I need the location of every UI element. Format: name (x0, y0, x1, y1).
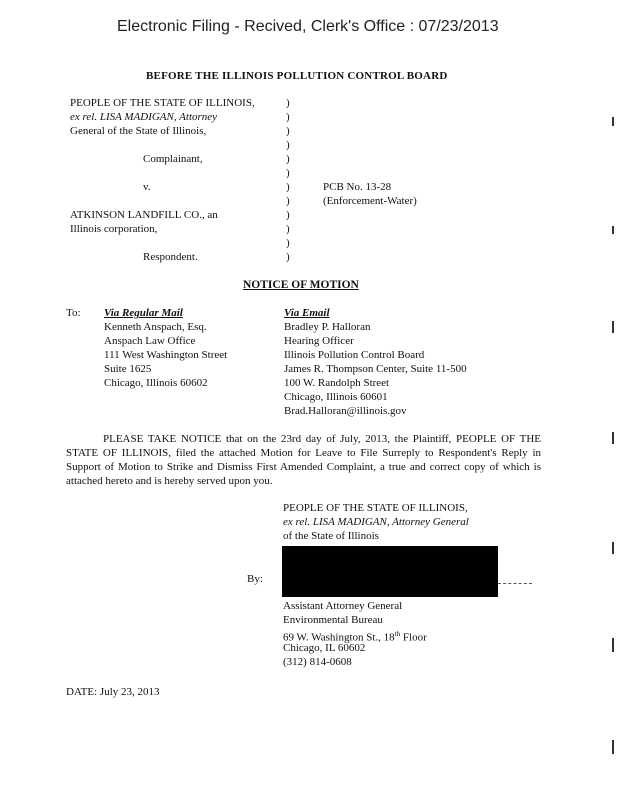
paren: ) (286, 97, 290, 109)
signatory-bureau: Environmental Bureau (283, 614, 383, 626)
signatory-street (283, 628, 427, 642)
complainant-role: Complainant, (143, 153, 203, 165)
to-label: To: (66, 307, 81, 319)
recipient-email-line: Hearing Officer (284, 335, 354, 347)
recipient-mail-line: Kenneth Anspach, Esq. (104, 321, 207, 333)
case-info (323, 181, 417, 208)
recipient-email-line: Brad.Halloran@illinois.gov (284, 405, 407, 417)
date-line: DATE: July 23, 2013 (66, 686, 160, 698)
respondent-line-2: Illinois corporation, (70, 223, 158, 235)
paren: ) (286, 195, 290, 207)
margin-mark (612, 740, 614, 754)
margin-mark (612, 432, 614, 444)
complainant-line-2-text: ex rel. LISA MADIGAN, Attorney (70, 111, 218, 123)
margin-mark (612, 117, 614, 126)
recipient-email-line: Chicago, Illinois 60601 (284, 391, 388, 403)
signatory-phone: (312) 814-0608 (283, 656, 352, 668)
case-caption-parties (70, 97, 255, 265)
board-title: BEFORE THE ILLINOIS POLLUTION CONTROL BOARD (146, 70, 448, 82)
recipient-email-block (284, 307, 467, 419)
recipient-mail-line: Chicago, Illinois 60602 (104, 377, 208, 389)
margin-mark (612, 321, 614, 333)
floor-text: Floor (400, 631, 427, 644)
paren: ) (286, 237, 290, 249)
complainant-line-2 (70, 111, 255, 125)
recipient-mail-line: 111 West Washington Street (104, 349, 228, 361)
recipient-email-line: Illinois Pollution Control Board (284, 349, 425, 361)
paren: ) (286, 111, 290, 123)
recipient-email-line: Bradley P. Halloran (284, 321, 371, 333)
signature-party-block (283, 502, 469, 544)
recipient-mail-line: Anspach Law Office (104, 335, 196, 347)
paren: ) (286, 223, 290, 235)
case-type: (Enforcement-Water) (323, 194, 417, 207)
recipient-email-method: Via Email (284, 307, 330, 319)
paren: ) (286, 125, 290, 137)
notice-body-paragraph: PLEASE TAKE NOTICE that on the 23rd day of July, 2013, the Plaintiff, PEOPLE OF THE STATE OF ILLINOIS, filed the attached Motion for Leave to File Surreply to Respondent's Reply in Support of Motion to Strike and Dismiss First Amended Complaint, a true and correct copy of which is attached hereto and is hereby served upon you. (66, 433, 541, 487)
redaction-block (282, 546, 498, 597)
paren: ) (286, 209, 290, 221)
caption-parentheses (286, 97, 290, 265)
notice-title: NOTICE OF MOTION (243, 279, 359, 291)
signatory-title: Assistant Attorney General (283, 600, 403, 612)
margin-mark (612, 638, 614, 652)
by-label: By: (247, 573, 263, 585)
paren: ) (286, 139, 290, 151)
signatory-block (283, 600, 427, 670)
paren: ) (286, 181, 290, 193)
case-number: PCB No. 13-28 (323, 181, 392, 193)
respondent-line-1: ATKINSON LANDFILL CO., an (70, 209, 218, 221)
street-sup: th (394, 630, 401, 638)
margin-mark (612, 542, 614, 554)
recipient-mail-block (104, 307, 227, 391)
signature-party-line: of the State of Illinois (283, 530, 379, 542)
signature-party-line-2-text: ex rel. LISA MADIGAN, Attorney General (283, 516, 469, 528)
respondent-role: Respondent. (143, 251, 198, 263)
signature-party-line-2 (283, 516, 469, 530)
recipient-email-line: James R. Thompson Center, Suite 11-500 (284, 363, 467, 375)
recipient-mail-line: Suite 1625 (104, 363, 152, 375)
paren: ) (286, 251, 290, 263)
street-text: 69 W. Washington St., 18 (283, 631, 395, 644)
complainant-line-1: PEOPLE OF THE STATE OF ILLINOIS, (70, 97, 255, 109)
recipient-email-line: 100 W. Randolph Street (284, 377, 390, 389)
complainant-line-3: General of the State of Illinois, (70, 125, 207, 137)
signature-line (498, 583, 532, 584)
versus: v. (143, 181, 151, 193)
margin-mark (612, 226, 614, 234)
electronic-filing-banner: Electronic Filing - Recived, Clerk's Office : 07/23/2013 (117, 18, 499, 35)
recipient-mail-method: Via Regular Mail (104, 307, 183, 319)
paren: ) (286, 167, 290, 179)
paren: ) (286, 153, 290, 165)
signature-party-line: PEOPLE OF THE STATE OF ILLINOIS, (283, 502, 468, 514)
signatory-city: Chicago, IL 60602 (283, 642, 366, 654)
